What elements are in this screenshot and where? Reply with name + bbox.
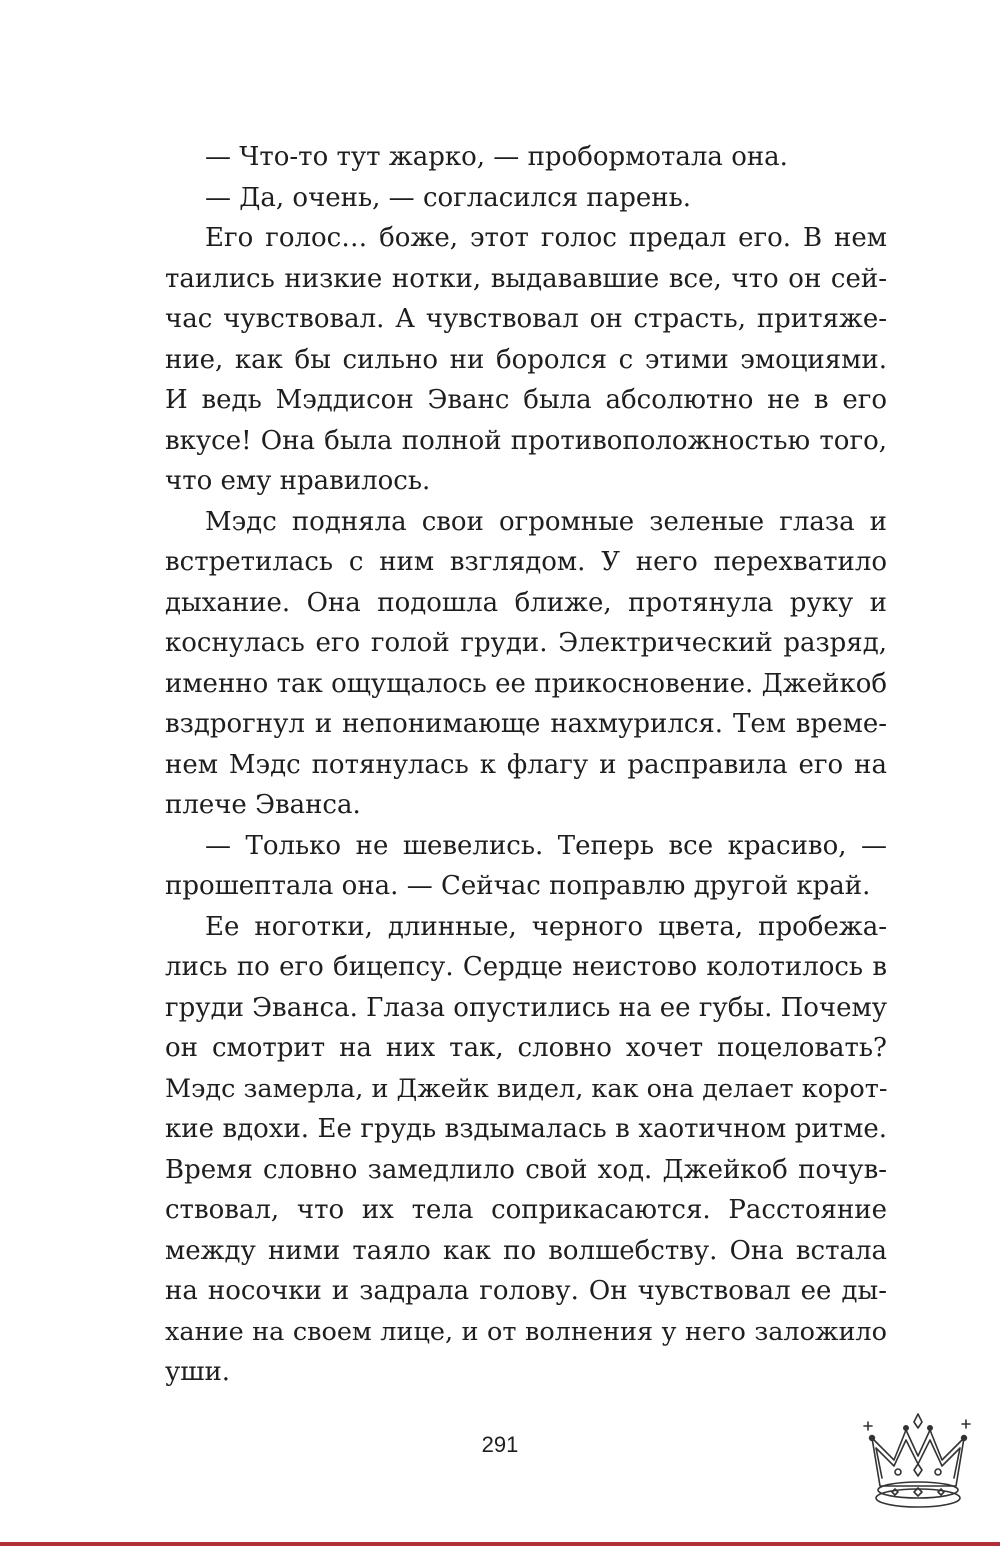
text-line: хание на своем лице, и от волнения у него заложило xyxy=(165,1316,887,1347)
text-line: Время словно замедлило свой ход. Джейкоб почув- xyxy=(165,1154,887,1185)
text-line: встретилась с ним взглядом. У него перехватило xyxy=(165,547,887,577)
text-line: кие вдохи. Ее грудь вздымалась в хаотичном ритме. xyxy=(165,1114,887,1144)
text-line: ствовал, что их тела соприкасаются. Расстояние xyxy=(165,1195,887,1225)
text-line: час чувствовал. А чувствовал он страсть, притяже- xyxy=(165,304,887,334)
text-line: он смотрит на них так, словно хочет поцеловать? xyxy=(165,1033,887,1063)
text-line: Его голос… боже, этот голос предал его. В нем xyxy=(205,223,887,253)
page-number: 291 xyxy=(481,1432,519,1457)
text-line: прошептала она. — Сейчас поправлю другой край. xyxy=(165,871,871,901)
text-line: именно так ощущалось ее прикосновение. Джейкоб xyxy=(165,668,887,699)
crown-icon xyxy=(862,1408,974,1520)
text-line: И ведь Мэддисон Эванс была абсолютно не в его xyxy=(165,385,887,415)
text-line: Мэдс замерла, и Джейк видел, как она делает корот- xyxy=(165,1073,888,1104)
text-line: на носочки и задрала голову. Он чувствовал ее ды- xyxy=(165,1276,887,1306)
text-line: Мэдс подняла свои огромные зеленые глаза и xyxy=(205,506,887,537)
text-line: вкусе! Она была полной противоположностью того, xyxy=(165,425,887,456)
text-line: плече Эванса. xyxy=(165,790,361,820)
text-line: что ему нравилось. xyxy=(165,466,431,496)
text-line: груди Эванса. Глаза опустились на ее губы. Почему xyxy=(165,992,888,1023)
text-line: Ее ноготки, длинные, черного цвета, пробежа- xyxy=(205,911,887,942)
text-line: ние, как бы сильно ни боролся с этими эмоциями. xyxy=(165,344,887,375)
page-bottom-edge xyxy=(0,1542,1000,1546)
text-line: — Что-то тут жарко, — пробормотала она. xyxy=(205,142,788,172)
text-line: — Только не шевелись. Теперь все красиво, — xyxy=(205,830,887,861)
body-text xyxy=(165,137,887,1393)
text-line: таились низкие нотки, выдававшие все, что он сей- xyxy=(165,263,887,294)
text-line: лись по его бицепсу. Сердце неистово колотилось в xyxy=(165,952,887,982)
text-line: дыхание. Она подошла ближе, протянула руку и xyxy=(165,587,887,618)
text-line: коснулась его голой груди. Электрический разряд, xyxy=(165,628,887,658)
text-line: — Да, очень, — согласился парень. xyxy=(205,182,692,213)
text-line: между ними таяло как по волшебству. Она встала xyxy=(165,1235,887,1266)
text-line: нем Мэдс потянулась к флагу и расправила его на xyxy=(165,749,887,780)
text-line: уши. xyxy=(165,1357,231,1387)
text-line: вздрогнул и непонимающе нахмурился. Тем време- xyxy=(165,709,887,739)
